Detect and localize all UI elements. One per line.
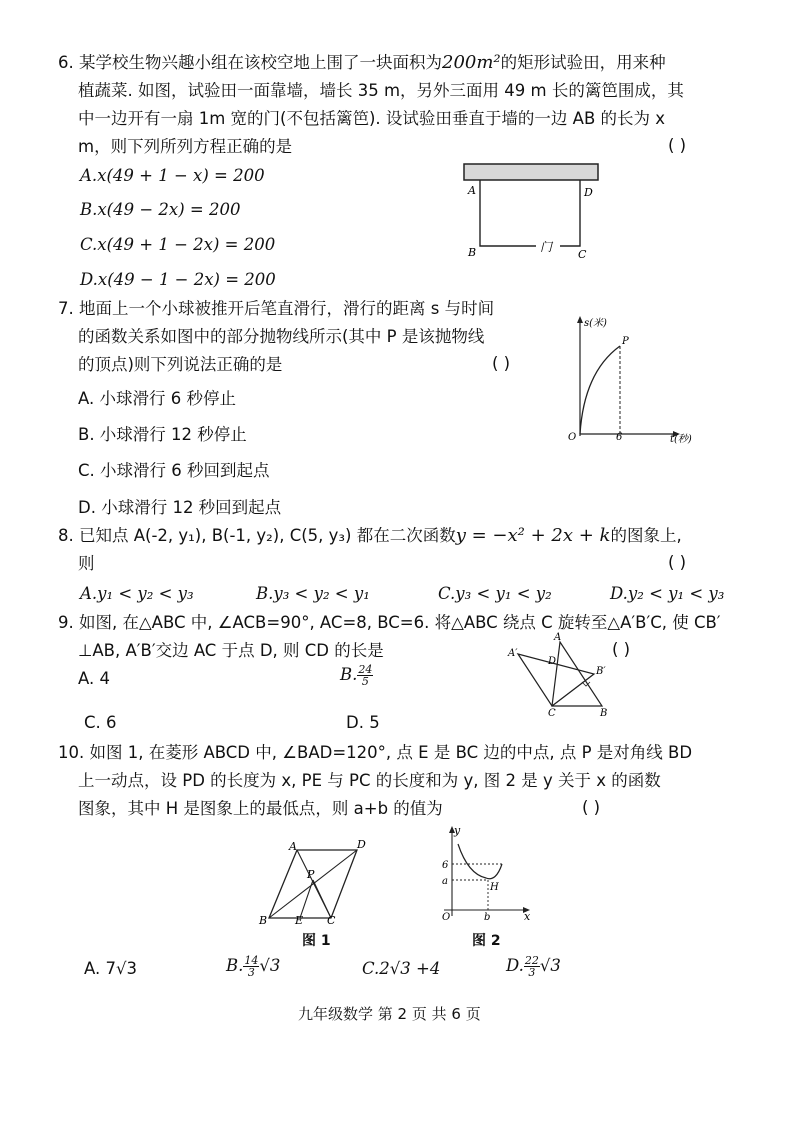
- q9-line-1: 9. 如图, 在△ABC 中, ∠ACB=90°, AC=8, BC=6. 将△ABC 绕点 C 旋转至△A′B′C, 使 CB′: [58, 613, 721, 632]
- q10-fig2-a-label: a: [442, 876, 448, 887]
- q10-line-2: 上一动点，设 PD 的长度为 x, PE 与 PC 的长度和为 y, 图 2 是 y 关于 x 的函数: [78, 771, 661, 790]
- q10-fig2-h-label: H: [490, 882, 499, 893]
- q7-six-label: 6: [616, 432, 623, 443]
- q8-line-1: [58, 525, 682, 547]
- q7-line-3: 的顶点)则下列说法正确的是: [78, 355, 283, 374]
- q7-y-label: s(米): [584, 318, 607, 329]
- q6-option-a: A.x(49 + 1 − x) = 200: [80, 166, 265, 185]
- q10-figure-1: [255, 836, 375, 928]
- q6-label-d: D: [584, 186, 593, 199]
- q10-option-d-fraction: [524, 955, 540, 978]
- q10-option-d-den: 3: [528, 966, 536, 979]
- q10-option-d-tail: √3: [539, 956, 561, 975]
- q6-line-2: 植蔬菜. 如图，试验田一面靠墙，墙长 35 m，另外三面用 49 m 长的篱笆围成，其: [78, 81, 684, 100]
- q10-option-d-num: 22: [524, 954, 539, 967]
- q8-answer-paren: ( ): [668, 553, 687, 572]
- q10-fig1-label-e: E: [295, 914, 304, 927]
- q6-text-1: 6. 某学校生物兴趣小组在该校空地上围了一块面积为: [58, 53, 442, 72]
- q6-option-b: B.x(49 − 2x) = 200: [80, 200, 241, 219]
- q6-line-4: m，则下列所列方程正确的是: [78, 137, 293, 156]
- q7-answer-paren: ( ): [492, 354, 511, 373]
- q7-option-b: B. 小球滑行 12 秒停止: [78, 425, 247, 444]
- q6-label-door: 门: [540, 240, 553, 254]
- q8-text: 8. 已知点 A(-2, y₁), B(-1, y₂), C(5, y₃) 都在二次函数: [58, 526, 456, 545]
- q7-option-a: A. 小球滑行 6 秒停止: [78, 389, 236, 408]
- q9-option-c: C. 6: [84, 713, 117, 732]
- q10-fig1-label-b: B: [259, 914, 268, 927]
- q10-fig1-label-p: P: [307, 868, 315, 881]
- q6-area: 200m²: [442, 52, 501, 73]
- q7-p-label: P: [622, 336, 629, 347]
- q10-option-a: A. 7√3: [84, 959, 137, 978]
- q6-line-1: [58, 52, 666, 74]
- q10-option-b-fraction: [243, 955, 259, 978]
- q6-label-a: A: [468, 184, 476, 197]
- q9-triangle-diagram: [506, 630, 616, 716]
- q8-text-tail: 的图象上,: [610, 526, 682, 545]
- q6-label-b: B: [468, 246, 477, 259]
- q9-option-b-prefix: B.: [340, 665, 358, 684]
- q10-fig2-y-label: y: [454, 824, 461, 837]
- q10-answer-paren: ( ): [582, 798, 601, 817]
- q10-fig2-origin-label: O: [442, 912, 451, 923]
- q7-x-label: t(秒): [670, 434, 692, 445]
- q6-wall: [464, 164, 598, 180]
- q10-fig1-label-c: C: [327, 914, 336, 927]
- q9-option-b-num: 24: [358, 663, 373, 676]
- q6-line-3: 中一边开有一扇 1m 宽的门(不包括篱笆). 设试验田垂直于墙的一边 AB 的长为 x: [78, 109, 666, 128]
- q9-label-b: B: [600, 708, 608, 716]
- q9-label-a: A: [554, 632, 562, 643]
- q9-option-d: D. 5: [346, 713, 380, 732]
- q7-line-1: 7. 地面上一个小球被推开后笔直滑行，滑行的距离 s 与时间: [58, 299, 495, 318]
- q7-origin-label: O: [568, 432, 577, 443]
- q10-fig2-x-label: x: [524, 910, 531, 923]
- q9-option-b: [340, 664, 373, 687]
- q7-graph: [560, 312, 710, 450]
- q6-option-c: C.x(49 + 1 − 2x) = 200: [80, 235, 276, 254]
- q10-option-b-prefix: B.: [226, 956, 244, 975]
- q6-answer-paren: ( ): [668, 136, 687, 155]
- q10-fig2-six-label: 6: [442, 860, 449, 871]
- q10-option-c: C.2√3 +4: [362, 959, 441, 978]
- q10-line-3: 图象，其中 H 是图象上的最低点，则 a+b 的值为: [78, 799, 443, 818]
- page-footer: 九年级数学 第 2 页 共 6 页: [298, 1005, 481, 1023]
- q10-fig1-caption: 图 1: [302, 933, 331, 949]
- q10-option-b-tail: √3: [259, 956, 281, 975]
- q8-option-d: D.y₂ < y₁ < y₃: [610, 584, 725, 603]
- q8-option-b: B.y₃ < y₂ < y₁: [256, 584, 370, 603]
- q10-option-d-prefix: D.: [506, 956, 524, 975]
- q10-figure-2: [434, 824, 538, 924]
- q8-line-2: 则: [78, 554, 95, 573]
- q10-fig1-label-a: A: [289, 840, 297, 853]
- q9-label-b1: B′: [596, 666, 606, 677]
- q7-option-d: D. 小球滑行 12 秒回到起点: [78, 498, 282, 517]
- q10-fig2-b-label: b: [484, 912, 491, 923]
- q9-label-a1: A′: [508, 648, 518, 659]
- q8-option-a: A.y₁ < y₂ < y₃: [80, 584, 194, 603]
- q6-option-d: D.x(49 − 1 − 2x) = 200: [80, 270, 276, 289]
- q10-option-b-num: 14: [244, 954, 259, 967]
- q9-line-2: ⊥AB, A′B′交边 AC 于点 D, 则 CD 的长是: [78, 641, 384, 660]
- q10-fig2-caption: 图 2: [472, 933, 501, 949]
- q10-option-d: [506, 955, 561, 978]
- q10-line-1: 10. 如图 1, 在菱形 ABCD 中, ∠BAD=120°, 点 E 是 BC 边的中点, 点 P 是对角线 BD: [58, 743, 693, 762]
- q9-answer-paren: ( ): [612, 640, 631, 659]
- q9-option-b-fraction: [357, 664, 373, 687]
- q9-label-d: D: [548, 656, 557, 667]
- q7-option-c: C. 小球滑行 6 秒回到起点: [78, 461, 270, 480]
- q8-option-c: C.y₃ < y₁ < y₂: [438, 584, 552, 603]
- q6-text-1-tail: 的矩形试验田，用来种: [500, 53, 666, 72]
- q10-fig1-label-d: D: [357, 838, 366, 851]
- q8-function: y = −x² + 2x + k: [455, 525, 611, 546]
- q10-option-b: [226, 955, 280, 978]
- q6-field-diagram: [460, 158, 610, 266]
- q10-option-b-den: 3: [247, 966, 255, 979]
- q9-label-c: C: [548, 708, 556, 716]
- q7-line-2: 的函数关系如图中的部分抛物线所示(其中 P 是该抛物线: [78, 327, 485, 346]
- q9-option-b-den: 5: [361, 675, 369, 688]
- q9-option-a: A. 4: [78, 669, 110, 688]
- q6-label-c: C: [578, 248, 587, 261]
